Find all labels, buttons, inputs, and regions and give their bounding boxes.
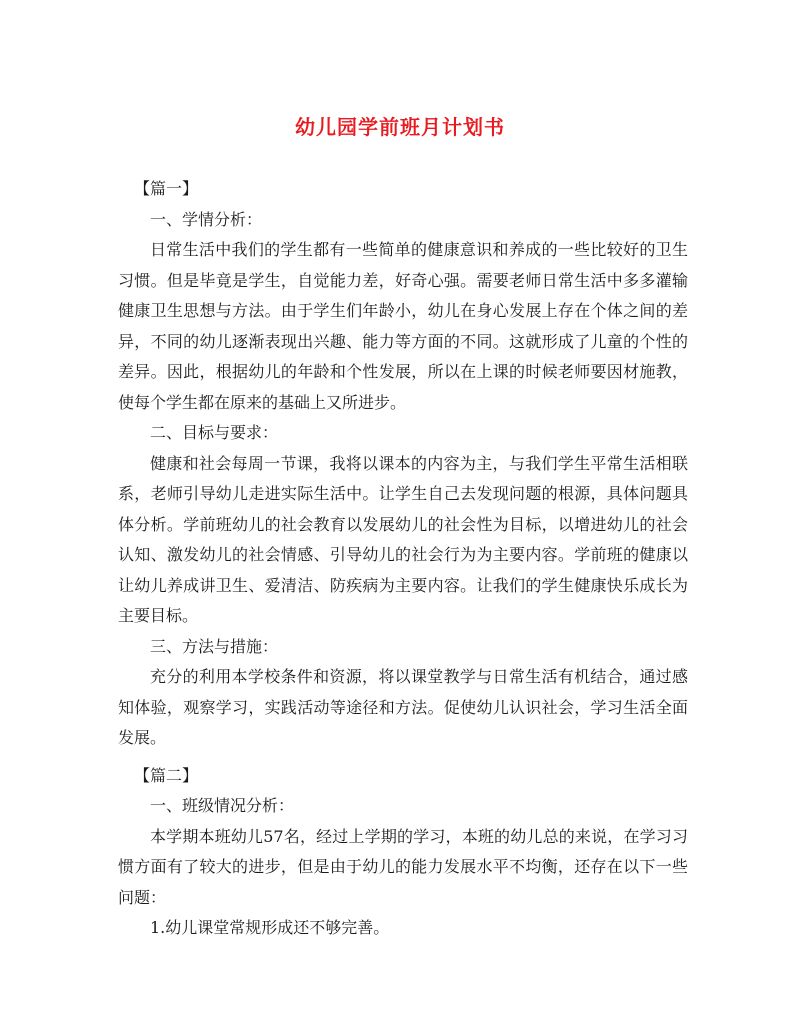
paragraph-methods: 充分的利用本学校条件和资源，将以课堂教学与日常生活有机结合，通过感知体验，观察学习，实践活动等途径和方法。促使幼儿认识社会，学习生活全面发展。	[118, 667, 688, 747]
document-body	[118, 174, 688, 944]
section-label-1: 【篇一】	[134, 179, 199, 198]
paragraph-class-analysis: 本学期本班幼儿57名，经过上学期的学习，本班的幼儿总的来说，在学习习惯方面有了较大的进步，但是由于幼儿的能力发展水平不均衡，还存在以下一些问题：	[118, 826, 688, 907]
document-title: 幼儿园学前班月计划书	[295, 115, 505, 139]
paragraph-learning-analysis: 日常生活中我们的学生都有一些简单的健康意识和养成的一些比较好的卫生习惯。但是毕竟是学生，自觉能力差，好奇心强。需要老师日常生活中多多灌输健康卫生思想与方法。由于学生们年龄小，幼儿在身心发展上存在个体之间的差异，不同的幼儿逐渐表现出兴趣、能力等方面的不同。这就形成了儿童的个性的差异。因此，根据幼儿的年龄和个性发展，所以在上课的时候老师要因材施教，使每个学生都在原来的基础上又所进步。	[118, 240, 688, 412]
heading-learning-analysis: 一、学情分析：	[150, 209, 263, 229]
list-item-1: 1.幼儿课堂常规形成还不够完善。	[150, 918, 390, 937]
heading-methods: 三、方法与措施：	[150, 636, 279, 656]
heading-goals: 二、目标与要求：	[150, 423, 279, 442]
heading-class-analysis: 一、班级情况分析：	[150, 796, 295, 815]
section-label-2: 【篇二】	[134, 765, 199, 785]
paragraph-goals: 健康和社会每周一节课，我将以课本的内容为主，与我们学生平常生活相联系，老师引导幼儿走进实际生活中。让学生自己去发现问题的根源，具体问题具体分析。学前班幼儿的社会教育以发展幼儿的社会性为目标，以增进幼儿的社会认知、激发幼儿的社会情感、引导幼儿的社会行为为主要内容。学前班的健康以让幼儿养成讲卫生、爱清洁、防疾病为主要内容。让我们的学生健康快乐成长为主要目标。	[118, 453, 688, 625]
